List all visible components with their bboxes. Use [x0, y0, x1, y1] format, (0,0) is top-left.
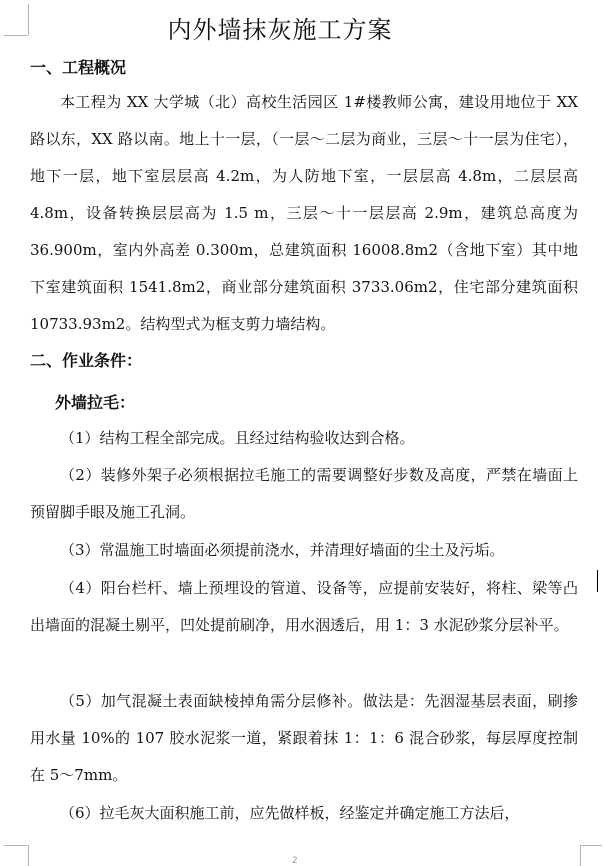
crop-mark-bottom-left-h	[4, 845, 28, 846]
condition-item-2: （2）装修外架子必须根据拉毛施工的需要调整好步数及高度，严禁在墙面上预留脚手眼及施工孔洞。	[30, 466, 578, 521]
section-heading-overview: 一、工程概况	[30, 58, 127, 77]
condition-item-4: （4）阳台栏杆、墙上预埋设的管道、设备等，应提前安装好，将柱、梁等凸出墙面的混凝土剔平，凹处提前刷净，用水洇透后，用 1：3 水泥砂浆分层补平。	[30, 579, 578, 634]
text-cursor	[597, 570, 598, 592]
condition-item-6: （6）拉毛灰大面积施工前，应先做样板，经鉴定并确定施工方法后，	[60, 804, 520, 822]
crop-mark-bottom-left-v	[28, 845, 29, 866]
crop-mark-bottom-right-h	[580, 845, 602, 846]
section-heading-conditions: 二、作业条件：	[30, 351, 143, 370]
overview-paragraph: 本工程为 XX 大学城（北）高校生活园区 1#楼教师公寓，建设用地位于 XX 路以东，XX 路以南。地上十一层，（一层～二层为商业，三层～十一层为住宅），地下一层，地下室层层高 4.2m，为人防地下室，一层层高 4.8m，二层层高 4.8m，设备转换层层高为 1.5 m，三层～十一层层高 2.9m，建筑总高度为 36.900m，室内外高差 0.300m，总建筑面积 16008.8m2（含地下室）其中地下室建筑面积 1541.8m2，商业部分建筑面积 3733.06m2，住宅部分建筑面积 10733.93m2。结构型式为框支剪力墙结构。	[30, 93, 578, 333]
condition-item-1: （1）结构工程全部完成。且经过结构验收达到合格。	[60, 429, 415, 447]
subheading-exterior-plaster: 外墙拉毛：	[55, 393, 136, 412]
condition-item-3: （3）常温施工时墙面必须提前浇水，并清理好墙面的尘土及污垢。	[60, 541, 505, 559]
page-number: 2	[292, 856, 298, 866]
condition-item-5: （5）加气混凝土表面缺棱掉角需分层修补。做法是：先洇湿基层表面，刷掺用水量 10%的 107 胶水泥浆一道，紧跟着抹 1：1：6 混合砂浆，每层厚度控制在 5～7mm。	[30, 692, 578, 784]
crop-mark-bottom-right-v	[580, 845, 581, 866]
document-title: 内外墙抹灰施工方案	[167, 16, 393, 44]
